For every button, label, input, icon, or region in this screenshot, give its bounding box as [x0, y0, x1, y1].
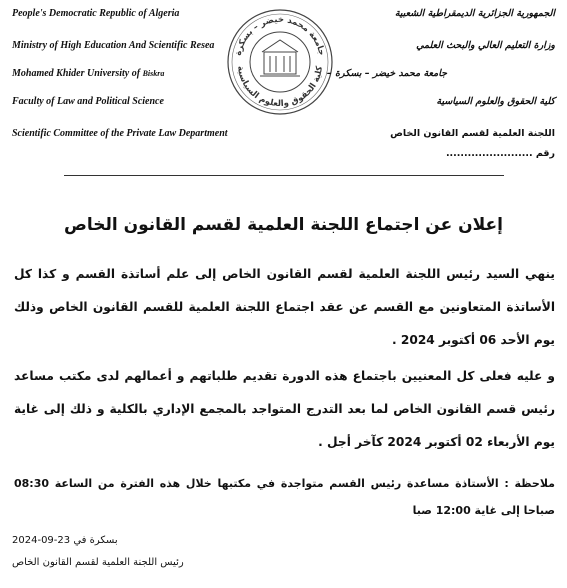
seal-text-bottom: كلية الحقوق والعلوم السياسية: [235, 65, 325, 110]
header-ar-ministry: وزارة التعليم العالي والبحث العلمي: [416, 40, 555, 51]
header-en-committee: Scientific Committee of the Private Law Department: [12, 128, 228, 139]
header-ar-country: الجمهورية الجزائرية الديمقراطية الشعبية: [394, 8, 555, 19]
signature-role: رئيس اللجنة العلمية لقسم القانون الخاص: [12, 557, 184, 568]
header-en-university: [12, 68, 164, 79]
header-ar-faculty: كلية الحقوق والعلوم السياسية: [436, 96, 555, 107]
header-en-university-city: Biskra: [142, 69, 165, 78]
announcement-paragraph-1: ينهي السيد رئيس اللجنة العلمية لقسم القانون الخاص إلى علم أساتذة القسم و كذا كل الأساتذة المتعاونين مع القسم عن عقد اجتماع اللجنة العلمية للقسم القانون الخاص وذلك يوم الأحد 06 أكتوبر 2024 .: [14, 267, 555, 347]
header-divider: [64, 175, 504, 176]
announcement-title: إعلان عن اجتماع اللجنة العلمية لقسم القانون الخاص: [64, 215, 503, 235]
signature-place-date: بسكرة في 23-09-2024: [12, 535, 118, 546]
seal-text-top: جامعة محمد خيضر – بسكرة: [233, 14, 327, 57]
header-ar-reference-number: رقم ........................: [445, 148, 555, 159]
header-ar-university: جامعة محمد خيضر – بسكرة –: [326, 68, 447, 79]
header-en-faculty: Faculty of Law and Political Science: [12, 96, 164, 107]
seal-building-icon: [260, 40, 300, 76]
announcement-paragraph-2: و عليه فعلى كل المعنيين باجتماع هذه الدورة تقديم طلباتهم و أعمالهم لدى مكتب مساعد رئيس قسم القانون الخاص لما بعد التدرج المتواجد بالمجمع الإداري بالكلية و ذلك إلى غاية يوم الأربعاء 02 أكتوبر 2024 كآخر أجل .: [14, 369, 555, 449]
header-en-ministry: Ministry of High Education And Scientific Resea: [12, 40, 215, 51]
header-en-university-name: Mohamed Khider University of: [12, 68, 141, 79]
svg-text:كلية الحقوق والعلوم السياسية: [235, 65, 325, 109]
header-en-country: People's Democratic Republic of Algeria: [12, 8, 180, 19]
university-seal: [226, 8, 334, 116]
header-ar-committee: اللجنة العلمية لقسم القانون الخاص: [390, 128, 555, 139]
announcement-note: ملاحظة : الأستاذة مساعدة رئيس القسم متواجدة في مكتبها خلال هذه الفترة من الساعة 08:30 صباحا إلى غاية 12:00 صبا: [14, 477, 555, 517]
